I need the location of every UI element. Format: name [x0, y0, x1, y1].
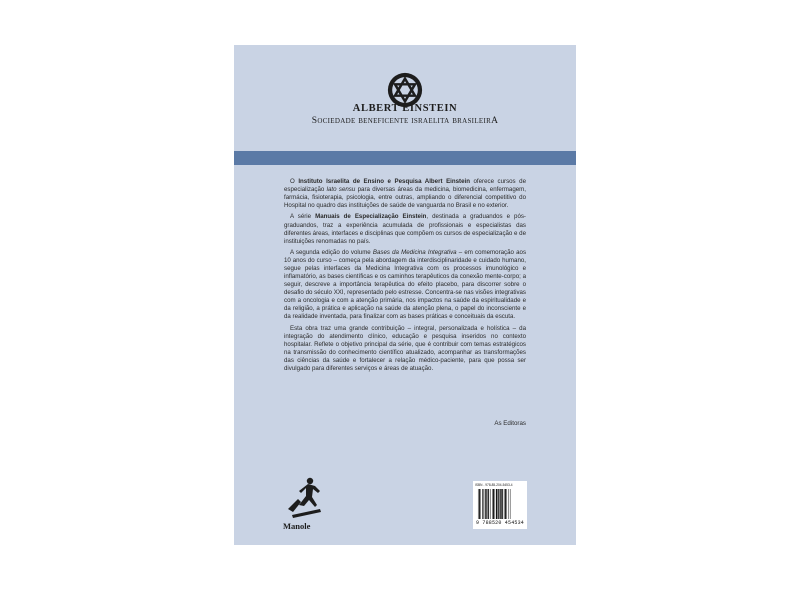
paragraph [284, 325, 526, 373]
text-run: lato sensu [326, 186, 356, 194]
text-run: O [290, 178, 299, 185]
barcode [473, 481, 527, 529]
text-run: A segunda edição do volume [290, 248, 373, 256]
text-run: A série [290, 213, 316, 221]
text-run: Bases da Medicina Integrativa [372, 248, 457, 256]
text-run: Instituto Israelita de Ensino e Pesquisa Albert Einstein [298, 178, 470, 185]
paragraph [284, 213, 526, 245]
paragraph [284, 178, 526, 210]
text-run: , destinada a graduandos e pós-graduandos, traz a experiência acumulada de profissionais e especialistas das diferentes áreas, interfaces e disciplinas que compõem os cursos de especialização e de instituições renomadas no país. [284, 213, 527, 245]
book-back-cover [234, 45, 576, 545]
isbn-digits: 9 788520 454534 [475, 520, 524, 526]
isbn-label: ISBN - 978-85-204-5453-4 [475, 483, 513, 487]
publisher-logo-icon [284, 475, 328, 525]
text-run: Manuais de Especialização Einstein [315, 213, 427, 221]
paragraph [284, 249, 526, 321]
barcode-bars [477, 489, 523, 519]
cover-description [284, 178, 526, 376]
text-run: – em comemoração aos 10 anos do curso – começa pela abordagem da interdisciplinaridade e cuidado humano, segue pelas interfaces da Medicina Integrativa com os processos imunológico e inflamatório, as bases científicas e os caminhos terapêuticos da conexão mente-corpo; a seguir, descreve a importância terapêutica do efeito placebo, para discorrer sobre o desafio do século XXI, representado pelo estresse. Concentra-se nas visões integrativas com a oncologia e com a atenção primária, nos impactos na saúde da espiritualidade e da religião, a prática e aplicação na saúde da atenção plena, o papel do inconsciente e da realidade inventada, para finalizar com as bases práticas e conceituais da escuta. [284, 248, 527, 321]
decorative-band [234, 151, 576, 165]
brand-name: ALBERT EINSTEIN [352, 103, 458, 114]
signature: As Editoras [494, 420, 526, 427]
text-run: Esta obra traz uma grande contribuição – integral, personalizada e holística – da integração do atendimento clínico, educação e pesquisa inseridos no contexto hospitalar. Reflete o objetivo principal da série, que é contribuir com temas estratégicos na transmissão do conhecimento científico atualizado, acompanhar as transformações das ciências da saúde e fortalecer a relação médico-paciente, para que possa ser divulgado para diferentes serviços e áreas de atuação. [284, 324, 526, 372]
text-run: para diversas áreas da medicina, biomedicina, enfermagem, farmácia, fisioterapia, psicologia, entre outras, ampliando o diferencial competitivo do Hospital no quadro das instituições de saúde de vanguarda no Brasil e no exterior. [284, 186, 526, 210]
text-run: oferece cursos de especialização [284, 178, 526, 194]
brand-subtitle: Sociedade beneficente israelita brasileirA [311, 116, 499, 126]
publisher-name: Manole [283, 521, 311, 531]
